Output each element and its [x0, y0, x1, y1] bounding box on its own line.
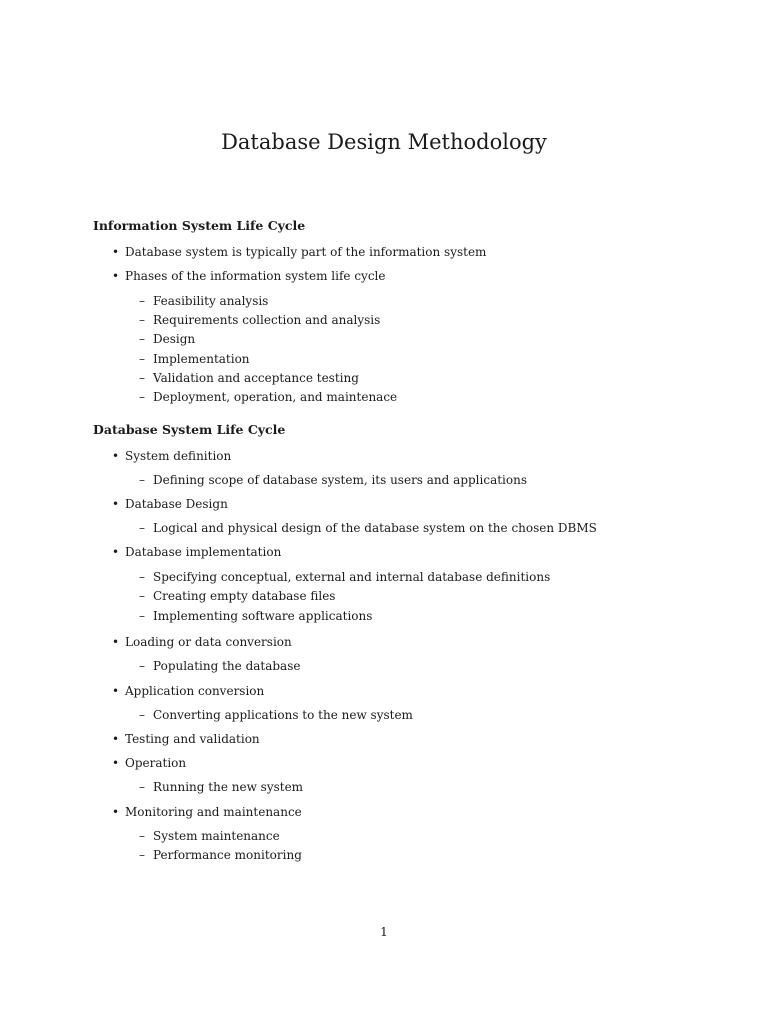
dash-icon: – [139, 829, 145, 843]
bullet-icon: • [112, 245, 120, 259]
list-item: Monitoring and maintenance [125, 805, 302, 819]
bullet-icon: • [112, 732, 120, 746]
bullet-icon: • [112, 449, 120, 463]
dash-icon: – [139, 294, 145, 308]
dash-icon: – [139, 589, 145, 603]
sub-list-item: Implementation [153, 352, 250, 366]
bullet-icon: • [112, 545, 120, 559]
sub-list-item: Logical and physical design of the database system on the chosen DBMS [153, 521, 597, 535]
section-heading-information-system-life-cycle: Information System Life Cycle [93, 218, 306, 233]
list-item: Testing and validation [125, 732, 260, 746]
list-item: Phases of the information system life cycle [125, 269, 386, 283]
page-title: Database Design Methodology [221, 130, 547, 154]
sub-list-item: Creating empty database files [153, 589, 336, 603]
dash-icon: – [139, 708, 145, 722]
sub-list-item: Implementing software applications [153, 609, 373, 623]
list-item: Operation [125, 756, 187, 770]
dash-icon: – [139, 659, 145, 673]
sub-list-item: Populating the database [153, 659, 301, 673]
sub-list-item: Performance monitoring [153, 848, 302, 862]
dash-icon: – [139, 780, 145, 794]
list-item: Application conversion [125, 684, 265, 698]
bullet-icon: • [112, 805, 120, 819]
sub-list-item: Requirements collection and analysis [153, 313, 381, 327]
dash-icon: – [139, 371, 145, 385]
bullet-icon: • [112, 269, 120, 283]
sub-list-item: Running the new system [153, 780, 304, 794]
dash-icon: – [139, 313, 145, 327]
list-item: Database implementation [125, 545, 282, 559]
sub-list-item: Specifying conceptual, external and internal database definitions [153, 570, 551, 584]
dash-icon: – [139, 521, 145, 535]
sub-list-item: Design [153, 332, 196, 346]
list-item: System definition [125, 449, 232, 463]
page-number: 1 [380, 925, 388, 939]
list-item: Loading or data conversion [125, 635, 292, 649]
list-item: Database Design [125, 497, 228, 511]
bullet-icon: • [112, 756, 120, 770]
list-item: Database system is typically part of the information system [125, 245, 487, 259]
sub-list-item: Converting applications to the new system [153, 708, 413, 722]
dash-icon: – [139, 332, 145, 346]
sub-list-item: Defining scope of database system, its users and applications [153, 473, 527, 487]
dash-icon: – [139, 390, 145, 404]
dash-icon: – [139, 352, 145, 366]
dash-icon: – [139, 570, 145, 584]
sub-list-item: System maintenance [153, 829, 280, 843]
sub-list-item: Validation and acceptance testing [153, 371, 359, 385]
sub-list-item: Feasibility analysis [153, 294, 269, 308]
sub-list-item: Deployment, operation, and maintenace [153, 390, 398, 404]
section-heading-database-system-life-cycle: Database System Life Cycle [93, 422, 286, 437]
dash-icon: – [139, 473, 145, 487]
dash-icon: – [139, 848, 145, 862]
bullet-icon: • [112, 684, 120, 698]
dash-icon: – [139, 609, 145, 623]
bullet-icon: • [112, 635, 120, 649]
bullet-icon: • [112, 497, 120, 511]
